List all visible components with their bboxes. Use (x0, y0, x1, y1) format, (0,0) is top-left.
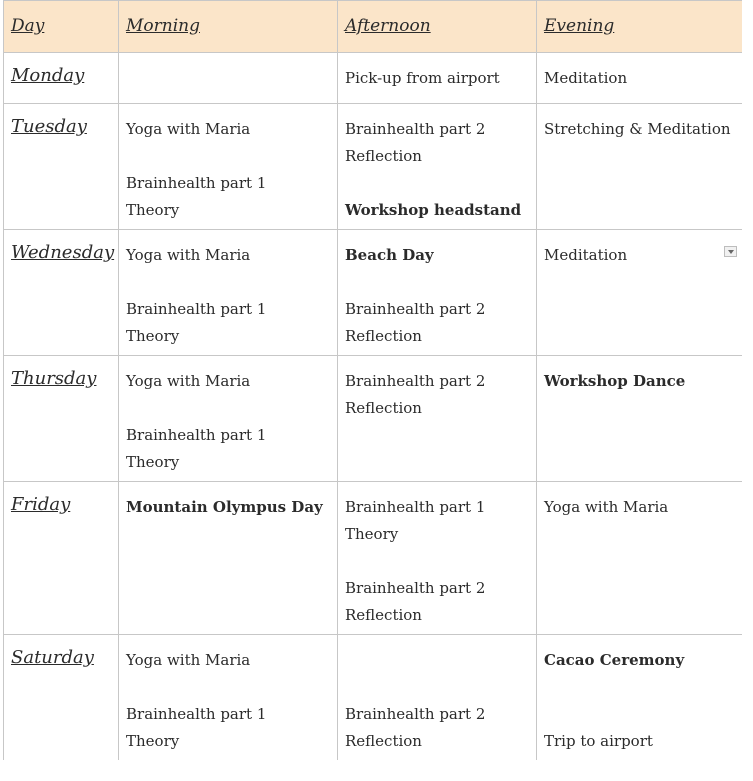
activity-line: Theory (345, 525, 399, 543)
morning-cell[interactable] (119, 53, 338, 104)
header-label: Morning (126, 16, 200, 36)
cell-content (345, 368, 529, 422)
morning-cell[interactable] (119, 635, 338, 761)
evening-cell[interactable] (537, 356, 743, 482)
cell-content (345, 65, 529, 92)
activity-line: Brainhealth part 2 (345, 705, 486, 723)
activity-line: Yoga with Maria (544, 498, 669, 516)
evening-cell[interactable] (537, 230, 743, 356)
activity-line: Brainhealth part 1 (126, 426, 267, 444)
spacer (544, 701, 735, 728)
activity-line: Brainhealth part 2 (345, 579, 486, 597)
activity-line: Brainhealth part 2 (345, 120, 486, 138)
activity-line: Reflection (345, 399, 422, 417)
spacer (126, 269, 330, 296)
day-cell[interactable] (4, 230, 119, 356)
evening-cell[interactable] (537, 53, 743, 104)
table-row (4, 635, 743, 761)
activity-line: Pick-up from airport (345, 69, 500, 87)
afternoon-cell[interactable] (338, 104, 537, 230)
cell-content (126, 242, 330, 350)
activity-line: Meditation (544, 246, 628, 264)
cell-content (126, 647, 330, 755)
day-label: Monday (11, 65, 85, 86)
day-cell[interactable] (4, 104, 119, 230)
cell-content (544, 368, 735, 395)
activity-highlight: Beach Day (345, 246, 434, 264)
header-label: Day (11, 16, 45, 36)
activity-highlight: Workshop Dance (544, 372, 686, 390)
header-evening[interactable] (537, 1, 743, 53)
cell-content (126, 368, 330, 476)
activity-line: Brainhealth part 2 (345, 372, 486, 390)
morning-cell[interactable] (119, 482, 338, 635)
table-row (4, 53, 743, 104)
activity-highlight: Cacao Ceremony (544, 651, 685, 669)
day-label: Friday (11, 494, 71, 515)
day-cell[interactable] (4, 635, 119, 761)
activity-line: Reflection (345, 606, 422, 624)
evening-cell[interactable] (537, 482, 743, 635)
afternoon-cell[interactable] (338, 53, 537, 104)
spacer (345, 548, 529, 575)
afternoon-cell[interactable] (338, 356, 537, 482)
cell-content (126, 494, 330, 521)
day-label: Wednesday (11, 242, 115, 263)
header-morning[interactable] (119, 1, 338, 53)
activity-line: Reflection (345, 147, 422, 165)
activity-line: Yoga with Maria (126, 372, 251, 390)
activity-highlight: Mountain Olympus Day (126, 498, 323, 516)
schedule-sheet (3, 0, 742, 760)
spacer (126, 674, 330, 701)
afternoon-cell[interactable] (338, 482, 537, 635)
spacer (126, 395, 330, 422)
morning-cell[interactable] (119, 104, 338, 230)
header-day[interactable] (4, 1, 119, 53)
header-afternoon[interactable] (338, 1, 537, 53)
spacer (345, 269, 529, 296)
cell-content (126, 116, 330, 224)
day-cell[interactable] (4, 482, 119, 635)
activity-line: Brainhealth part 1 (126, 300, 267, 318)
header-row (4, 1, 743, 53)
cell-content (345, 242, 529, 350)
activity-line: Brainhealth part 1 (126, 705, 267, 723)
activity-line: Brainhealth part 2 (345, 300, 486, 318)
cell-content (544, 242, 735, 269)
activity-line: Yoga with Maria (126, 120, 251, 138)
activity-line: Yoga with Maria (126, 651, 251, 669)
table-row (4, 356, 743, 482)
activity-line: Meditation (544, 69, 628, 87)
schedule-body (4, 53, 743, 761)
activity-line: Brainhealth part 1 (345, 498, 486, 516)
day-cell[interactable] (4, 356, 119, 482)
morning-cell[interactable] (119, 230, 338, 356)
cell-content (544, 65, 735, 92)
activity-line: Yoga with Maria (126, 246, 251, 264)
evening-cell[interactable] (537, 104, 743, 230)
activity-line: Theory (126, 201, 180, 219)
cell-content (544, 116, 735, 143)
activity-line: Brainhealth part 1 (126, 174, 267, 192)
afternoon-cell[interactable] (338, 635, 537, 761)
dropdown-arrow-icon[interactable] (724, 246, 737, 257)
cell-content (544, 494, 735, 521)
spacer (126, 143, 330, 170)
header-label: Afternoon (345, 16, 431, 36)
morning-cell[interactable] (119, 356, 338, 482)
day-label: Tuesday (11, 116, 87, 137)
table-row (4, 230, 743, 356)
activity-line: Theory (126, 453, 180, 471)
header-label: Evening (544, 16, 615, 36)
activity-line: Stretching & Meditation (544, 120, 731, 138)
cell-content (345, 494, 529, 629)
cell-content (345, 647, 529, 755)
evening-cell[interactable] (537, 635, 743, 761)
activity-line: Trip to airport (544, 732, 653, 750)
table-row (4, 104, 743, 230)
activity-highlight: Workshop headstand (345, 201, 522, 219)
activity-line: Theory (126, 327, 180, 345)
activity-line: Theory (126, 732, 180, 750)
day-cell[interactable] (4, 53, 119, 104)
spacer (544, 674, 735, 701)
activity-line: Reflection (345, 732, 422, 750)
day-label: Saturday (11, 647, 94, 668)
schedule-table (3, 0, 742, 760)
day-label: Thursday (11, 368, 97, 389)
spacer (345, 647, 529, 674)
cell-content (345, 116, 529, 224)
spacer (345, 674, 529, 701)
cell-content (544, 647, 735, 755)
table-row (4, 482, 743, 635)
spacer (345, 170, 529, 197)
activity-line: Reflection (345, 327, 422, 345)
afternoon-cell[interactable] (338, 230, 537, 356)
